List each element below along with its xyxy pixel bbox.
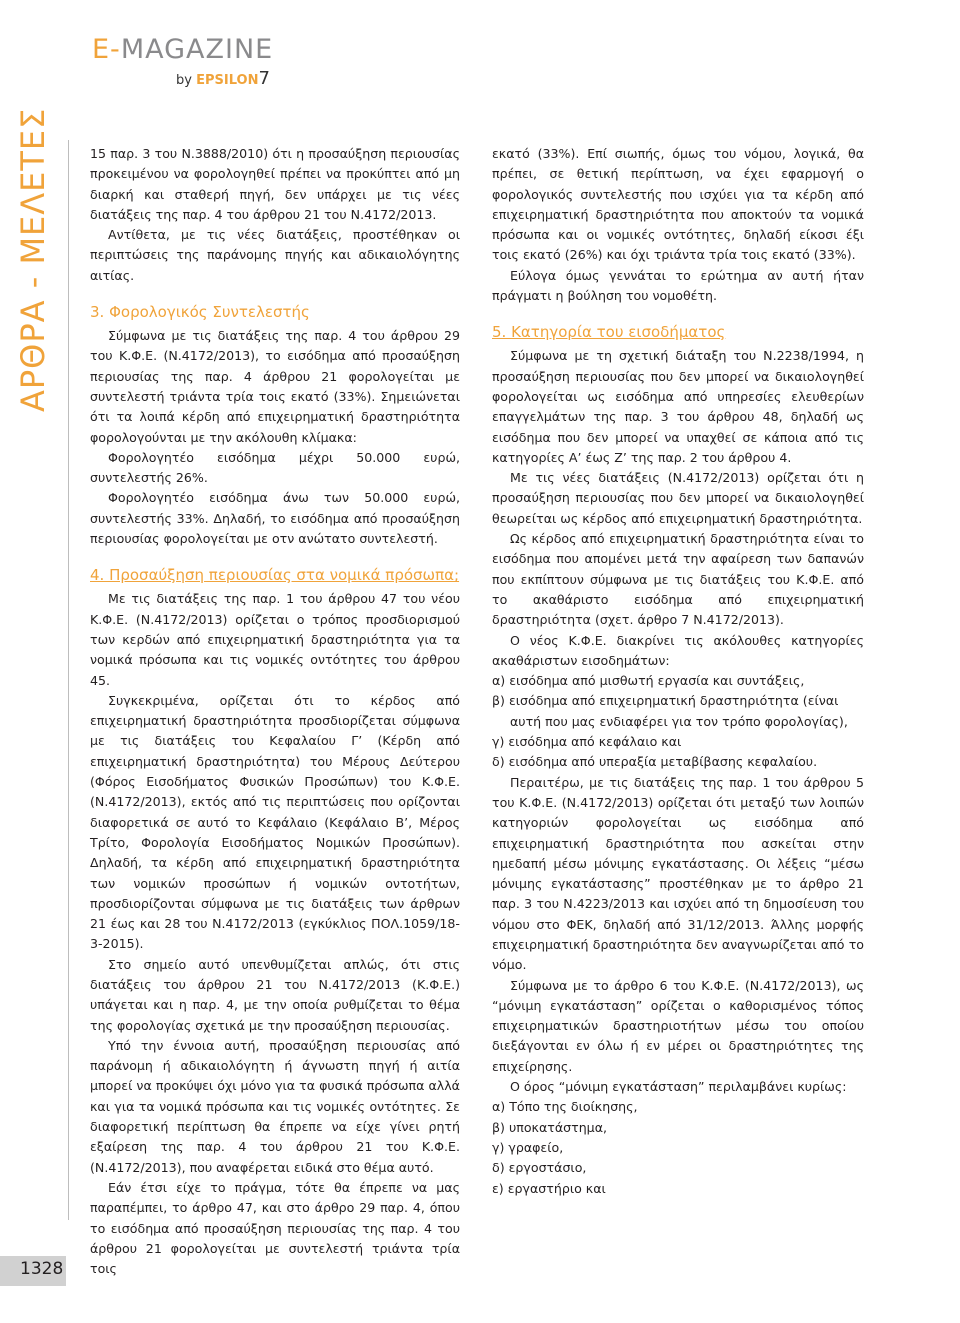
- paragraph: [90, 326, 460, 448]
- brand-suffix: 7: [258, 68, 270, 89]
- paragraph: Ως κέρδος από επιχειρηματική δραστηριότητα είναι το εισόδημα που απομένει μετά την αφαίρεση των δαπανών που εκπίπτουν σύμφωνα με τις διατάξεις του Κ.Φ.Ε. από το ακαθάριστο εισόδημα από επιχειρηματική δραστηριότητα (σχετ. άρθρο 7 Ν.4172/2013).: [492, 531, 864, 628]
- paragraph: Υπό την έννοια αυτή, προσαύξηση περιουσίας από παράνομη ή αδικαιολόγητη ή άγνωστη πηγή ή αιτία μπορεί να προκύψει όχι μόνο για τα φυσικά πρόσωπα αλλά και για τα νομικά πρόσωπα και τις νομικές οντότητες. Σε διαφορετική περίπτωση θα έπρεπε να είχε γίνει ρητή εξαίρεση της παρ. 4 του άρθρου 21 του Κ.Φ.Ε. (Ν.4172/2013), που αναφέρεται ειδικά στο θέμα αυτό.: [90, 1037, 460, 1175]
- text-run: Συγκεκριμένα, ορίζεται ότι το κέρδος από επιχειρηματική δραστηριότητα προσδιορίζεται σύμφωνα με τις διατάξεις του Κεφαλαίου Γ’ (Κέρδη από επιχειρηματική δραστηριότητα) του Μέρους Δεύτερου (Φόρος Εισοδήματος Φυσικών Προσώπων) του Κ.Φ.Ε. (Ν.4172/2013), εκτός από τις περιπτώσεις που ορίζονται διαφορετικά σε αυτό το Κεφάλαιο (Κεφάλαιο Β’, Μέρος Τρίτο, Φορολογία Εισοδήματος Νομικών Προσώπων). Δηλαδή, τα κέρδη από επιχειρηματική δραστηριότητα των νομικών προσώπων ή νομικών οντοτήτων, προσδιορίζονται σύμφωνα με τις διατάξεις των άρθρων: [90, 692, 460, 911]
- page-number: 1328: [20, 1259, 64, 1279]
- spacer: [90, 286, 460, 296]
- paragraph: Εύλογα όμως γεννάται το ερώτημα αν αυτή ήταν πράγματι η βούληση του νομοθέτη.: [492, 267, 864, 304]
- sidebar-divider: [68, 140, 69, 1220]
- section-heading-text: 5. Κατηγορία του εισοδήματος: [492, 323, 726, 342]
- text-run: Σύμφωνα με τις διατάξεις της παρ. 4 του άρθρου 29 του Κ.Φ.Ε. (Ν.4172/2013), το εισόδημα από προσαύξηση περιουσίας της παρ. 4 άρθρου 21 φορολογείται με συντελεστή τριάντα τρία τοις εκατό (33%).: [90, 328, 460, 404]
- list-item: β) υποκατάστημα,: [492, 1119, 607, 1135]
- text-run: Με τις νέες διατάξεις (Ν.4172/2013) ορίζεται ότι η προσαύξηση περιουσίας που δεν μπορεί να δικαιολογηθεί θεωρείται ως κέρδος από: [492, 470, 864, 526]
- paragraph: [492, 468, 864, 529]
- text-run: Σημειώνεται ότι τα λοιπά κέρδη από επιχειρηματική δραστηριότητα φορολογούνται με την ακόλουθη κλίμακα:: [90, 388, 460, 445]
- paragraph: εκατό (33%). Επί σιωπής, όμως του νόμου, λογικά, θα πρέπει, σε θετική περίπτωση, να έχει εφαρμογή ο φορολογικός συντελεστής που ισχύει για τα κέρδη από επιχειρηματική δραστηριότητα που αποκτούν τα νομικά πρόσωπα και οι νομικές οντότητες, δηλαδή είκοσι έξι τοις εκατό (26%) και όχι τριάντα τρία τοις εκατό (33%).: [492, 146, 864, 263]
- list-item: δ) εισόδημα από υπεραξία μεταβίβασης κεφαλαίου.: [492, 754, 818, 770]
- list-item: α) Τόπο της διοίκησης,: [492, 1099, 638, 1115]
- section-label: ΑΡΘΡΑ - ΜΕΛΕΤΕΣ: [14, 107, 52, 413]
- paragraph: 15 παρ. 3 του Ν.3888/2010) ότι η προσαύξηση περιουσίας προκειμένου να φορολογηθεί πρέπει να προκύπτει από μη διαρκή και σταθερή πηγή, δεν υπάρχει με τις νέες διατάξεις της παρ. 4 του άρθρου 21 του Ν.4172/2013.: [90, 146, 460, 222]
- magazine-title-main: MAGAZINE: [120, 34, 274, 65]
- magazine-title-prefix: E-: [92, 34, 121, 65]
- paragraph: Φορολογητέο εισόδημα μέχρι 50.000 ευρώ, συντελεστής 26%.: [90, 449, 460, 486]
- paragraph: Σύμφωνα με τη σχετική διάταξη του Ν.2238/1994, η προσαύξηση περιουσίας που δεν μπορεί να δικαιολογηθεί φορολογείται ως εισόδημα από υπηρεσίες ελευθερίων επαγγελμάτων της παρ. 3 του άρθρου 48, δηλαδή ως εισόδημα που δεν μπορεί να υπαχθεί σε κάποια από τις κατηγορίες Α’ έως Ζ’ της παρ. 2 του άρθρου 4.: [492, 348, 864, 465]
- text-run: του Ν.4172/2013 (εγκύκλιος ΠΟΛ.1059/18-3-2015).: [90, 916, 460, 952]
- paragraph: Με τις διατάξεις της παρ. 1 του άρθρου 47 του νέου Κ.Φ.Ε. (Ν.4172/2013) ορίζεται ο τρόπος προσδιορισμού των κερδών από επιχειρηματική δραστηριότητα για τα νομικά πρόσωπα και τις νομικές οντότητες του άρθρου 45.: [90, 591, 460, 688]
- left-column: [90, 144, 460, 1279]
- list-item-continuation: αυτή που μας ενδιαφέρει για τον τρόπο φορολογίας),: [510, 713, 848, 729]
- spacer: [90, 549, 460, 559]
- paragraph: [492, 773, 864, 976]
- section-heading-text: 4. Προσαύξηση περιουσίας στα νομικά πρόσωπα;: [90, 566, 460, 585]
- highlighted-term: 21 έως και 28: [90, 916, 181, 932]
- byline: [176, 68, 270, 89]
- section-heading: [492, 322, 864, 342]
- text-run: Περαιτέρω, με τις διατάξεις της παρ. 1 του άρθρου 5 του Κ.Φ.Ε. (Ν.4172/2013) ορίζεται ότι μεταξύ των λοιπών κατηγοριών φορολογείται ως εισόδημα από επιχειρηματική δραστηριότητα που ασκείται στην ημεδαπή: [492, 774, 864, 871]
- list-item: γ) γραφείο,: [492, 1139, 564, 1155]
- section-sidebar: [0, 107, 66, 1140]
- magazine-title: [92, 34, 273, 65]
- paragraph: Στο σημείο αυτό υπενθυμίζεται απλώς, ότι στις διατάξεις του άρθρου 21 του Ν.4172/2013 (Κ.Φ.Ε.) υπάγεται και η παρ. 4, με την οποία ρυθμίζεται το θέμα της φορολογίας σχετικά με την προσαύξηση περιουσίας.: [90, 956, 460, 1033]
- list-item: ε) εργαστήριο και: [492, 1180, 606, 1196]
- section-heading: [90, 565, 460, 585]
- right-column: [492, 144, 864, 1199]
- highlighted-term: επιχειρηματική δραστηριότητα.: [658, 510, 863, 526]
- brand-name: EPSILON: [196, 73, 259, 88]
- paragraph: Σύμφωνα με το άρθρο 6 του Κ.Φ.Ε. (Ν.4172/2013), ως “μόνιμη εγκατάσταση” ορίζεται ο καθορισμένος τόπος επιχειρηματικών δραστηριοτήτων μέσω του οποίου διεξάγονται εν όλω ή εν μέρει οι δραστηριότητες της επιχείρησης.: [492, 977, 864, 1074]
- paragraph: Εάν έτσι είχε το πράγμα, τότε θα έπρεπε να μας παραπέμπει, το άρθρο 47, και στο άρθρο 29 παρ. 4, όπου το εισόδημα από προσαύξηση περιουσίας της παρ. 4 του άρθρου 21 φορολογείται με συντελεστή τριάντα τρία τοις: [90, 1179, 460, 1277]
- highlighted-term: μέσω μόνιμης εγκατάστασης.: [553, 855, 749, 871]
- text-run: Αντίθετα, με τις νέες διατάξεις, προστέθηκαν οι περιπτώσεις της: [90, 227, 460, 263]
- paragraph: [90, 225, 460, 286]
- paragraph: Φορολογητέο εισόδημα άνω των 50.000 ευρώ, συντελεστής 33%. Δηλαδή, το εισόδημα από προσαύξηση περιουσίας φορολογείται με οτν ανώτατο συντελεστή.: [90, 490, 460, 547]
- paragraph: Ο νέος Κ.Φ.Ε. διακρίνει τις ακόλουθες κατηγορίες ακαθάριστων εισοδημάτων:: [492, 632, 864, 668]
- masthead: [92, 34, 352, 94]
- list-item: α) εισόδημα από μισθωτή εργασία και συντάξεις,: [492, 673, 805, 689]
- highlighted-term: αδικαιολόγητης: [358, 247, 460, 263]
- text-run: Οι λέξεις “μέσω μόνιμης εγκατάστασης” προστέθηκαν με το άρθρο 21 παρ. 3 του Ν.4223/2013 και ισχύει από τη δημοσίευση του νόμου στο ΦΕΚ, δηλαδή από 31/12/2013. Άλλης μορφής επιχειρηματική δραστηριότητα δεν αναγνωρίζεται από το νόμο.: [492, 855, 864, 973]
- paragraph: [90, 691, 460, 955]
- spacer: [492, 306, 864, 316]
- list-item: γ) εισόδημα από κεφάλαιο και: [492, 734, 682, 750]
- highlighted-term: παράνομης: [206, 247, 278, 263]
- section-heading: 3. Φορολογικός Συντελεστής: [90, 303, 310, 322]
- list-item: β) εισόδημα από επιχειρηματική δραστηριότητα (είναι: [492, 693, 839, 709]
- byline-by: by: [176, 73, 192, 88]
- page-number-box: [0, 1256, 66, 1286]
- text-run: αιτίας.: [90, 267, 135, 283]
- paragraph: Ο όρος “μόνιμη εγκατάσταση” περιλαμβάνει κυρίως:: [510, 1079, 847, 1095]
- text-run: πηγής και: [284, 247, 351, 263]
- list-item: δ) εργοστάσιο,: [492, 1160, 587, 1176]
